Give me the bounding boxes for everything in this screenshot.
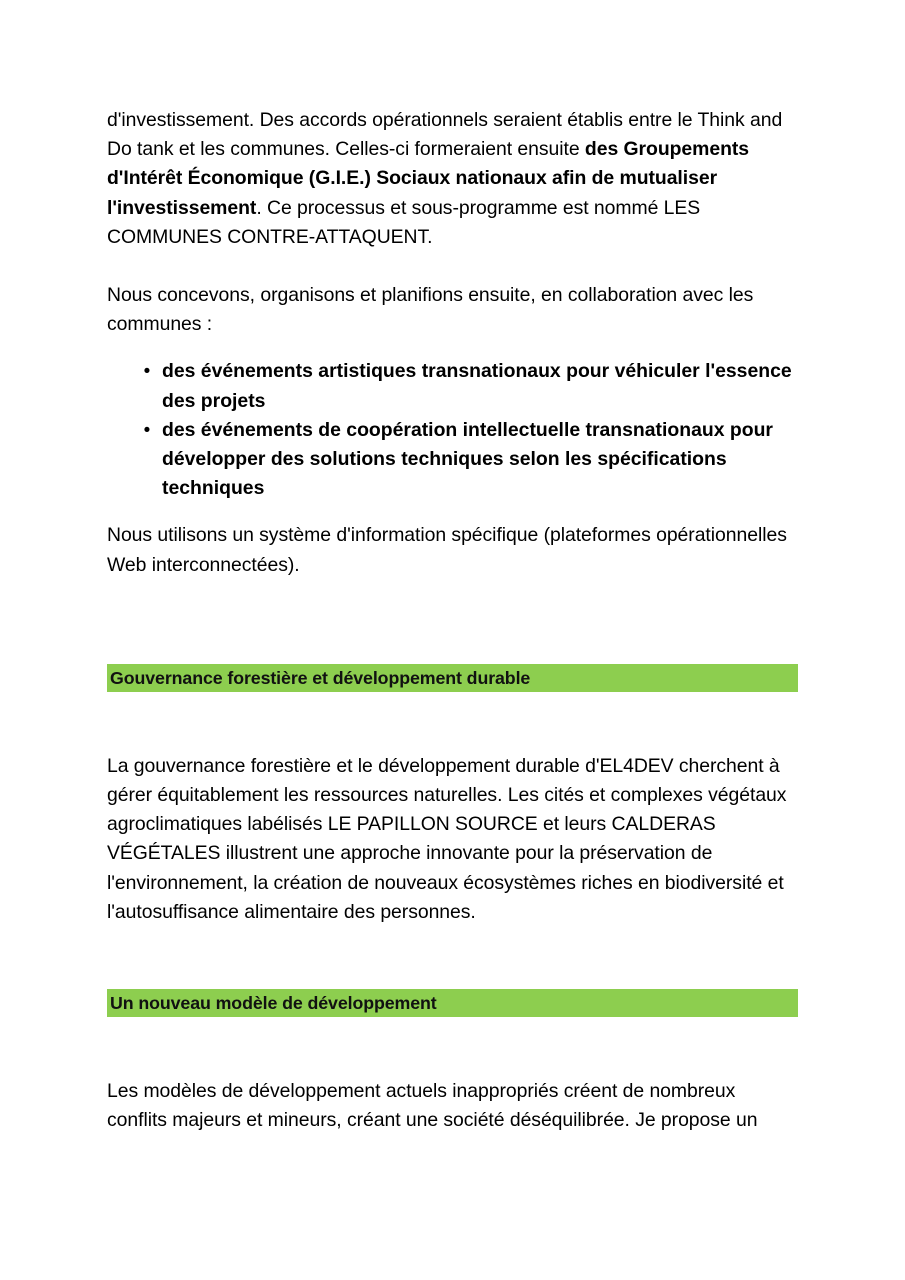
bullet-list — [107, 357, 798, 503]
spacer — [107, 252, 798, 281]
document-content — [107, 106, 798, 1135]
paragraph-run-bold: des Groupements d'Intérêt Économique (G.I.E.) Sociaux nationaux afin de mutualiser l'investissement — [107, 138, 750, 219]
section-heading-nouveau-modele — [107, 989, 798, 1017]
list-item-label: des événements artistiques transnationaux pour véhiculer l'essence des projets — [162, 360, 792, 412]
paragraph-modeles-developpement: Les modèles de développement actuels inappropriés créent de nombreux conflits majeurs et mineurs, créant une société déséquilibrée. Je propose un — [107, 1080, 758, 1132]
spacer — [107, 339, 798, 357]
list-item — [107, 416, 798, 504]
section-heading-label: Un nouveau modèle de développement — [110, 993, 437, 1014]
spacer — [107, 1017, 798, 1077]
section-heading-label: Gouvernance forestière et développement durable — [110, 667, 531, 688]
bullet-marker-icon: • — [143, 361, 151, 383]
paragraph-run-plain-1: d'investissement. Des accords opérationnels seraient établis entre le Think and Do tank et les communes. Celles-ci formeraient ensuite — [107, 109, 783, 161]
section-heading-gouvernance-forestiere — [107, 664, 798, 692]
paragraph-investissement — [107, 106, 798, 252]
paragraph-systeme-information: Nous utilisons un système d'information spécifique (plateformes opérationnelles Web interconnectées). — [107, 524, 787, 576]
list-item-label: des événements de coopération intellectuelle transnationaux pour développer des solutions techniques selon les spécifications techniques — [162, 418, 773, 500]
paragraph-gouvernance-forestiere: La gouvernance forestière et le développement durable d'EL4DEV cherchent à gérer équitablement les ressources naturelles. Les cités et complexes végétaux agroclimatiques labélisés LE PAPILLON SOURCE et leurs CALDERAS VÉGÉTALES illustrent une approche innovante pour la préservation de l'environnement, la création de nouveaux écosystèmes riches en biodiversité et l'autosuffisance alimentaire des personnes. — [107, 754, 787, 923]
paragraph-run-plain-2: . Ce processus et sous-programme est nommé LES COMMUNES CONTRE-ATTAQUENT. — [107, 196, 701, 248]
list-item — [107, 357, 798, 415]
spacer — [107, 580, 798, 664]
paragraph-nous-concevons: Nous concevons, organisons et planifions ensuite, en collaboration avec les communes : — [107, 284, 754, 336]
spacer — [107, 927, 798, 989]
spacer — [107, 692, 798, 752]
bullet-marker-icon: • — [143, 419, 151, 441]
spacer — [107, 503, 798, 521]
